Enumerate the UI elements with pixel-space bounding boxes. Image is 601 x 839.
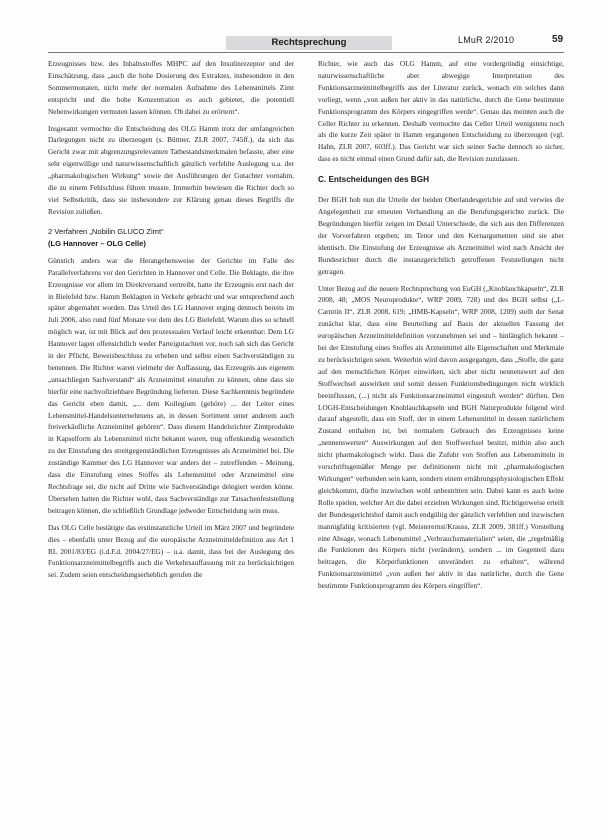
section-heading: C. Entscheidungen des BGH (318, 175, 429, 185)
left-column (48, 58, 294, 586)
paragraph: Richter, wie auch das OLG Hamm, auf eine vordergründig einsichtige, naturwissenschaftliche aber abwegige Interpretation des Funktionsarzneimittelbegriffs aus der Literatur zurück, wonach ein solches dann vorliegt, wenn „von außen her aktiv in das natürliche, durch die Gene bestimmte Funktionsprogramm des Körpers eingegriffen werde“. Genau das meinten auch die Celler Richter zu erkennen. Deshalb vermochte das Celler Urteil wenigstens noch als die kurze Zeit später in Hamm ergangenen Entscheidung zu überzeugen (vgl. Hahn, ZLR 2007, 603ff.). Das Gericht war sich seiner Sache dennoch so sicher, dass es nicht einmal einen Grund dafür sah, die Revision zuzulassen. (318, 59, 564, 164)
section-title: Rechtsprechung (226, 36, 392, 50)
paragraph: Unter Bezug auf die neuere Rechtsprechung von EuGH („Knoblauchkapseln“, ZLR 2008, 48; „MOS Neuroprodukte“, WRP 2009, 728) und des BGH selbst („L-Carnitin II“, ZLR 2008, 619; „HMB-Kapseln“, WRP 2008, 1209) stellt der Senat zunächst klar, dass eine Beurteilung auf Basis der aktuellen Fassung der europäischen Arzneimitteldefinition vorzunehmen sei und – hinlänglich bekannt – bei der Einstufung eines Stoffes als Arzneimittel alle Eigenschaften und Merkmale zu berücksichtigen seien. Weiterhin wird davon ausgegangen, dass „Stoffe, die ganz auf den menschlichen Körper einwirken, sich aber nicht nennenswert auf den Stoffwechsel auswirken und somit dessen Funktionsbedingungen nicht wirklich beeinflussen, (...) nicht als Funktionsarzneimittel eingestuft werden“ dürften. Den LOGH-Entscheidungen Knoblauchkapseln und BGH Naturprodukte folgend wird darauf abgestellt, dass ein Stoff, der in einem Lebensmittel in dessen natürlichem Zustand enthalten ist, bei normalem Gebrauch des Erzeugnisses keine „nennenswerten“ Auswirkungen auf den Stoffwechsel besitzt, mithin also auch nicht pharmakologisch wirkt. Dass die Zufuhr von Stoffen aus Lebensmitteln in vorschriftsgemäßer Menge per definitionem nicht mit „pharmakologischen Wirkungen“ verbunden sein kann, sondern einem ernährungsphysiologischen Effekt gleichkommt, dürfte inzwischen wohl unbestritten sein. Dabei kann es auch keine Rolle spielen, welcher Art die dabei erzielten Wirkungen sind. Richtigerweise erteilt der Bundesgerichtshof damit auch endgültig der gänzlich verfehlten und inzwischen mannigfaltig kritisierten (vgl. Meisterernst/Krauss, ZLR 2009, 381ff.) Vorstellung eine Absage, wonach Lebensmittel „Verbrauchsmaterialien“ seien, die „regelmäßig die Funktionen des Körpers nicht (verändern), sondern ... im Gegenteil dazu beitragen, die Körperfunktionen unverändert zu erhalten“, während Funktionsarzneimittel „von außen her aktiv in das natürliche, durch die Gene bestimmte Funktionsprogramm des Körpers eingriffen“. (318, 283, 564, 591)
case-heading (48, 226, 294, 250)
journal-issue: LMuR 2/2010 (458, 35, 515, 45)
paragraph: Das OLG Celle bestätigte das erstinstanzliche Urteil im März 2007 und begründete dies – ebenfalls unter Bezug auf die europäische Arzneimitteldefinition aus Art 1 RL 2001/83/EG (i.d.F.d. 2004/27/EG) – u.a. damit, dass bei der Auslegung des Funktionsarzneimittelbegriffs auch die Verkehrsauffassung mit zu berücksichtigen sei. Zudem seien entscheidungserheblich gerufen die (48, 522, 294, 580)
paragraph: Günstich anders war die Herangehensweise der Gerichte im Falle des Parallelverfahrens vor den Gerichten in Hannover und Celle. Die Beklagte, die ihre Erzeugnisse vor allem im Direktversand vertreibt, hatte ihr Erzeugnis erst nach der in Bielefeld bzw. Hamm Beklagten in Verkehr gebracht und war entsprechend auch später abgemahnt worden. Das Urteil des LG Hannover erging dennoch bereits im Juli 2006, also rund fünf Monate vor dem des LG Bielefeld. Warum dies so schnell möglich war, ist mit Blick auf den prozessualen Verlauf leicht erkennbar: Dem LG Hannover lagen offensichtlich weder Parteigutachten vor, noch sah sich das Gericht in der Pflicht, Beweisbeschluss zu erheben und selbst einen Sachverständigen zu benennen. Die Richter waren vielmehr der Auffassung, das Erzeugnis aus eigenem „unsachliegen Sachverstand“ als Arzneimittel einstufen zu können, ohne dass sie hierfür eine nachvollziehbare Begründung lieferten. Diese Sachkenntnis begründete das Gericht eben damit, „... dem Kollegium (gehöre) ... der Leiter eines Lebensmittel-Handelsunternehmens an, in dessen Sortiment unter anderem auch freiverkäufliche Arzneimittel gehören“. Dass diesem Handelsrichter Zimtprodukte in Kapselform als Lebensmittel nicht bekannt waren, trug offenkundig wesentlich zu der Einstufung des streitgegenständlichen Erzeugnisses als Arzneimittel bei. Die zuständige Kammer des LG Hannover war anders der – zutreffenden – Meinung, dass die Einstufung eines Stoffes als Lebensmittel oder Arzneimittel eine Rechtsfrage sei, die nicht auf Dritte wie Sachverständige delegiert werden könne. Übersehen hatten die Richter wohl, dass Sachverständige zur Tatsachenfeststellung beitragen können, die schließlich Grundlage jedweder Entscheidung sein muss. (48, 255, 294, 515)
right-column (318, 58, 564, 597)
case-title: 2 Verfahren „Nobilin GLUCO Zimt“ (48, 226, 164, 236)
paragraph: Erzeugnisses bzw. des Inhaltsstoffes MHPC auf den Insulinrezeptor und der Einschätzung, dass „auch die hohe Dosierung des Extraktes, insbesondere in den Sommermonaten, nicht mehr der normalen Aufnahme des Lebensmittels Zimt entspricht und die hohe Konzentration es auch gebietet, die potentiell Nebenwirkungen vermuten lassen können. Ob dabei zu erörtern“. (48, 59, 294, 116)
page-number: 59 (552, 34, 564, 45)
case-courts: (LG Hannover – OLG Celle) (48, 238, 146, 248)
paragraph: Der BGH hob nun die Urteile der beiden Oberlandesgerichte auf und verwies die Angelegenheit zur erneuten Verhandlung an die Berufungsgerichte zurück. Die Begründungen hierfür zeigen im Detail Unterschiede, die sich aus den Differenzen der Vorverfahren ergeben; im Tenor und den Kernargumenten sind sie aber identisch. Die Einstufung der Erzeugnisse als Arzneimittel wird nach Ansicht der Bundesrichter durch die instanzgerichtlich getroffenen Feststellungen nicht getragen. (318, 195, 564, 276)
paragraph: Insgesamt vermochte die Entscheidung des OLG Hamm trotz der umfangreichen Darlegungen nicht zu überzeugen (s. Büttner, ZLR 2007, 745ff.), da sich das Gericht zwar mit abgrenzungsrelevanten Tatbestandsmerkmalen befasste, aber eine sehr eigenwillige und naturwissenschaftlich gänzlich verfehlte Auslegung u.a. der „pharmakologischen Wirkung“ sowie der Ausführungen der Gutachter vornahm, die zu einem Fehlschluss führen musste. Immerhin bewiesen die Richter doch so viel Selbstkritik, dass sie insbesondere zur Klärung genau dieses Begriffs die Revision zuließen. (48, 123, 294, 216)
header-rule (48, 52, 564, 53)
